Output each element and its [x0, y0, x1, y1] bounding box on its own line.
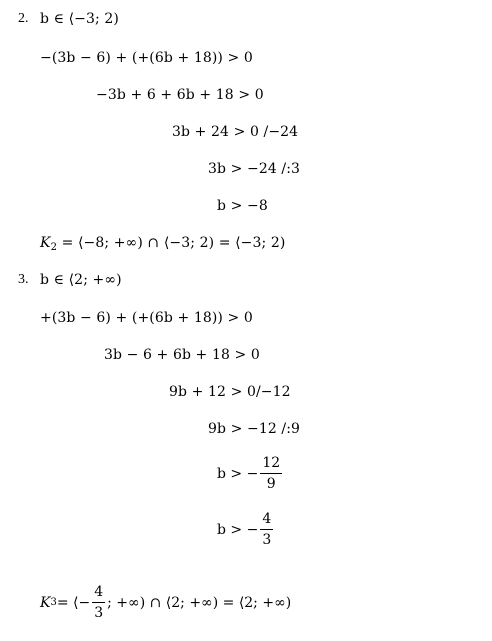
- case3-step-6-numerator: 4: [262, 511, 272, 527]
- case3-result-numerator: 4: [94, 584, 104, 600]
- case3-result-fraction: [92, 584, 105, 621]
- fraction-bar: [260, 473, 282, 474]
- case3-result-eq: = ⟨−: [56, 594, 91, 611]
- case3-result-sub: 3: [50, 597, 57, 608]
- case2-step-5: b > −8: [217, 198, 268, 214]
- case3-step-2: 3b − 6 + 6b + 18 > 0: [104, 347, 260, 363]
- case2-step-4: 3b > −24 /:3: [208, 161, 301, 177]
- case3-step-6-denominator: 3: [262, 532, 272, 548]
- fraction-bar: [260, 529, 273, 530]
- case3-step-3: 9b + 12 > 0/−12: [169, 384, 291, 400]
- case3-step-6-prefix: b > −: [217, 521, 259, 538]
- case3-step-4: 9b > −12 /:9: [208, 421, 301, 437]
- case3-step-5-numerator: 12: [262, 455, 281, 471]
- case3-step-5-denominator: 9: [266, 476, 276, 492]
- case3-result: [40, 584, 291, 621]
- case3-step-1: +(3b − 6) + (+(6b + 18)) > 0: [40, 310, 253, 326]
- case2-step-1: −(3b − 6) + (+(6b + 18)) > 0: [40, 50, 253, 66]
- case2-result-sub: 2: [50, 242, 58, 253]
- case2-condition: b ∈ ⟨−3; 2): [40, 11, 119, 27]
- case3-number: 3.: [18, 272, 29, 287]
- case3-result-var: K: [40, 594, 51, 611]
- case3-condition: b ∈ ⟨2; +∞): [40, 272, 122, 288]
- case3-step-5-prefix: b > −: [217, 465, 259, 482]
- case2-step-2: −3b + 6 + 6b + 18 > 0: [96, 87, 264, 103]
- fraction-bar: [92, 602, 105, 603]
- case3-result-denominator: 3: [94, 605, 104, 621]
- case2-result: [40, 235, 285, 256]
- case3-step-6-fraction: [260, 511, 273, 548]
- case3-step-5-fraction: [260, 455, 282, 492]
- case2-step-3: 3b + 24 > 0 /−24: [172, 124, 299, 140]
- case3-result-tail: ; +∞) ∩ ⟨2; +∞) = ⟨2; +∞): [107, 594, 292, 611]
- case3-step-5: [217, 455, 284, 492]
- case2-number: 2.: [18, 11, 29, 26]
- case2-result-var: K: [40, 235, 51, 251]
- case2-result-expr: = ⟨−8; +∞) ∩ ⟨−3; 2) = ⟨−3; 2): [57, 235, 286, 251]
- case3-step-6: [217, 511, 275, 548]
